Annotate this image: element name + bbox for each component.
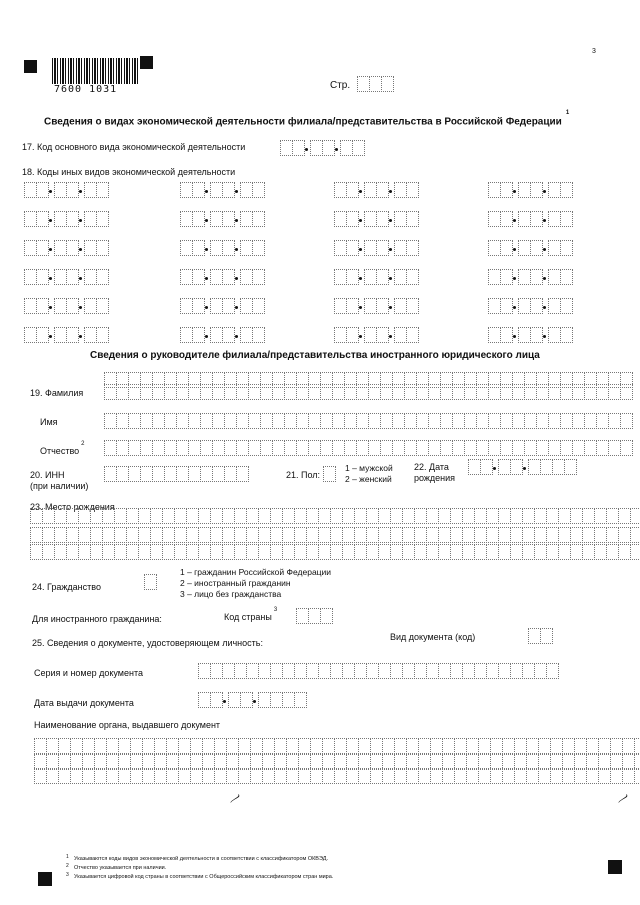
activity-code-cells[interactable] — [180, 182, 264, 198]
corner-marker-bottom-right — [608, 860, 622, 874]
country-code-label: Код страны$^3$ — [224, 607, 278, 622]
activity-code-cells[interactable] — [488, 327, 572, 343]
field-24-label: 24. Гражданство — [32, 582, 101, 592]
footnote-2-number: 2 — [66, 863, 69, 869]
surname-cells-2[interactable] — [104, 384, 632, 400]
input-cell[interactable] — [620, 413, 633, 429]
citizenship-option-1: 1 – гражданин Российской Федерации — [180, 567, 332, 577]
activity-code-cells[interactable] — [488, 269, 572, 285]
activity-code-cells[interactable] — [334, 182, 418, 198]
name-label: Имя — [40, 417, 58, 427]
patronymic-label: Отчество$^2$ — [40, 441, 85, 456]
footnote-1-text: Указываются коды видов экономической деятельности в соответствии с классификатором ОКВЭД. — [74, 856, 328, 862]
activity-code-cells[interactable] — [24, 211, 108, 227]
sex-option-female: 2 – женский — [345, 474, 392, 484]
input-cell[interactable] — [546, 663, 559, 679]
corner-marker-bottom-left — [38, 872, 52, 886]
footnote-1-number: 1 — [66, 854, 69, 860]
input-cell[interactable] — [634, 768, 640, 784]
sex-option-male: 1 – мужской — [345, 463, 393, 473]
field-18-label: 18. Коды иных видов экономической деятельности — [22, 167, 236, 177]
activity-code-cells[interactable] — [180, 211, 264, 227]
doc-series-cells[interactable] — [198, 663, 558, 679]
doc-issuer-cells-1[interactable] — [34, 738, 640, 754]
activity-code-cells[interactable] — [24, 298, 108, 314]
doc-issuer-label: Наименование органа, выдавшего документ — [34, 720, 221, 730]
input-cell[interactable] — [620, 384, 633, 400]
field-22-label: 22. Дата — [414, 462, 449, 472]
doc-date-label: Дата выдачи документа — [34, 698, 134, 708]
page-label: Стр. — [330, 80, 351, 91]
field-20-label: 20. ИНН — [30, 470, 65, 480]
corner-page-number: 3 — [592, 48, 596, 55]
input-cell[interactable] — [236, 466, 249, 482]
activity-code-cells[interactable] — [24, 327, 108, 343]
citizenship-cell[interactable] — [144, 574, 156, 590]
activity-code-cells[interactable] — [24, 240, 108, 256]
main-activity-code-cells[interactable] — [280, 140, 364, 156]
birthplace-cells-1[interactable] — [30, 508, 640, 524]
citizenship-option-3: 3 – лицо без гражданства — [180, 589, 282, 599]
doc-type-cells[interactable] — [528, 628, 552, 644]
page-number-cells[interactable] — [357, 76, 397, 92]
input-cell[interactable] — [634, 738, 640, 754]
doc-date-cells[interactable] — [198, 692, 306, 708]
birthplace-cells-3[interactable] — [30, 544, 640, 560]
scan-mark-right: 〳 — [615, 790, 633, 808]
birth-date-cells[interactable] — [468, 459, 576, 475]
field-20-label-2: (при наличии) — [30, 481, 89, 491]
inn-cells[interactable] — [104, 466, 248, 482]
patronymic-cells[interactable] — [104, 440, 632, 456]
activity-code-cells[interactable] — [24, 182, 108, 198]
input-cell[interactable] — [630, 544, 640, 560]
field-23-label: 23. Место рождения — [30, 502, 115, 512]
field-17-label: 17. Код основного вида экономической деятельности — [22, 142, 246, 152]
footnote-3-number: 3 — [66, 872, 69, 878]
barcode-number: 7600 1031 — [54, 84, 118, 95]
head-section-title: Сведения о руководителе филиала/представительства иностранного юридического лица — [90, 350, 540, 361]
activity-code-cells[interactable] — [488, 298, 572, 314]
doc-series-label: Серия и номер документа — [34, 668, 143, 678]
activity-code-cells[interactable] — [334, 298, 418, 314]
activity-code-cells[interactable] — [180, 327, 264, 343]
activity-code-cells[interactable] — [488, 182, 572, 198]
activity-code-cells[interactable] — [180, 240, 264, 256]
field-25-label: 25. Сведения о документе, удостоверяющем личность: — [32, 638, 263, 648]
barcode — [52, 58, 138, 84]
activity-code-cells[interactable] — [488, 240, 572, 256]
field-21-label: 21. Пол: — [286, 470, 321, 480]
foreign-citizen-label: Для иностранного гражданина: — [32, 614, 162, 624]
doc-type-label: Вид документа (код) — [390, 632, 476, 642]
scan-mark-left: 〳 — [227, 790, 245, 808]
activity-code-cells[interactable] — [334, 211, 418, 227]
name-cells[interactable] — [104, 413, 632, 429]
footnote-3-text: Указывается цифровой код страны в соответствии с Общероссийским классификатором стран мира. — [74, 874, 334, 880]
doc-issuer-cells-3[interactable] — [34, 768, 640, 784]
corner-marker-top-right — [140, 56, 153, 69]
field-22-label-2: рождения — [414, 473, 456, 483]
input-cell[interactable] — [620, 440, 633, 456]
citizenship-option-2: 2 – иностранный гражданин — [180, 578, 291, 588]
country-code-cells[interactable] — [296, 608, 332, 624]
activity-code-cells[interactable] — [180, 269, 264, 285]
field-19-label: 19. Фамилия — [30, 388, 84, 398]
input-cell[interactable] — [630, 527, 640, 543]
activity-code-cells[interactable] — [334, 240, 418, 256]
activity-code-cells[interactable] — [334, 269, 418, 285]
birthplace-cells-2[interactable] — [30, 527, 640, 543]
activity-section-title: Сведения о видах экономической деятельности филиала/представительства в Российской Федерации$^1$ — [44, 110, 570, 128]
footnote-2-text: Отчество указывается при наличии. — [74, 865, 167, 871]
activity-code-cells[interactable] — [180, 298, 264, 314]
activity-code-cells[interactable] — [488, 211, 572, 227]
corner-marker-top-left — [24, 60, 37, 73]
activity-code-cells[interactable] — [24, 269, 108, 285]
sex-cell[interactable] — [323, 466, 335, 482]
input-cell[interactable] — [630, 508, 640, 524]
activity-code-cells[interactable] — [334, 327, 418, 343]
